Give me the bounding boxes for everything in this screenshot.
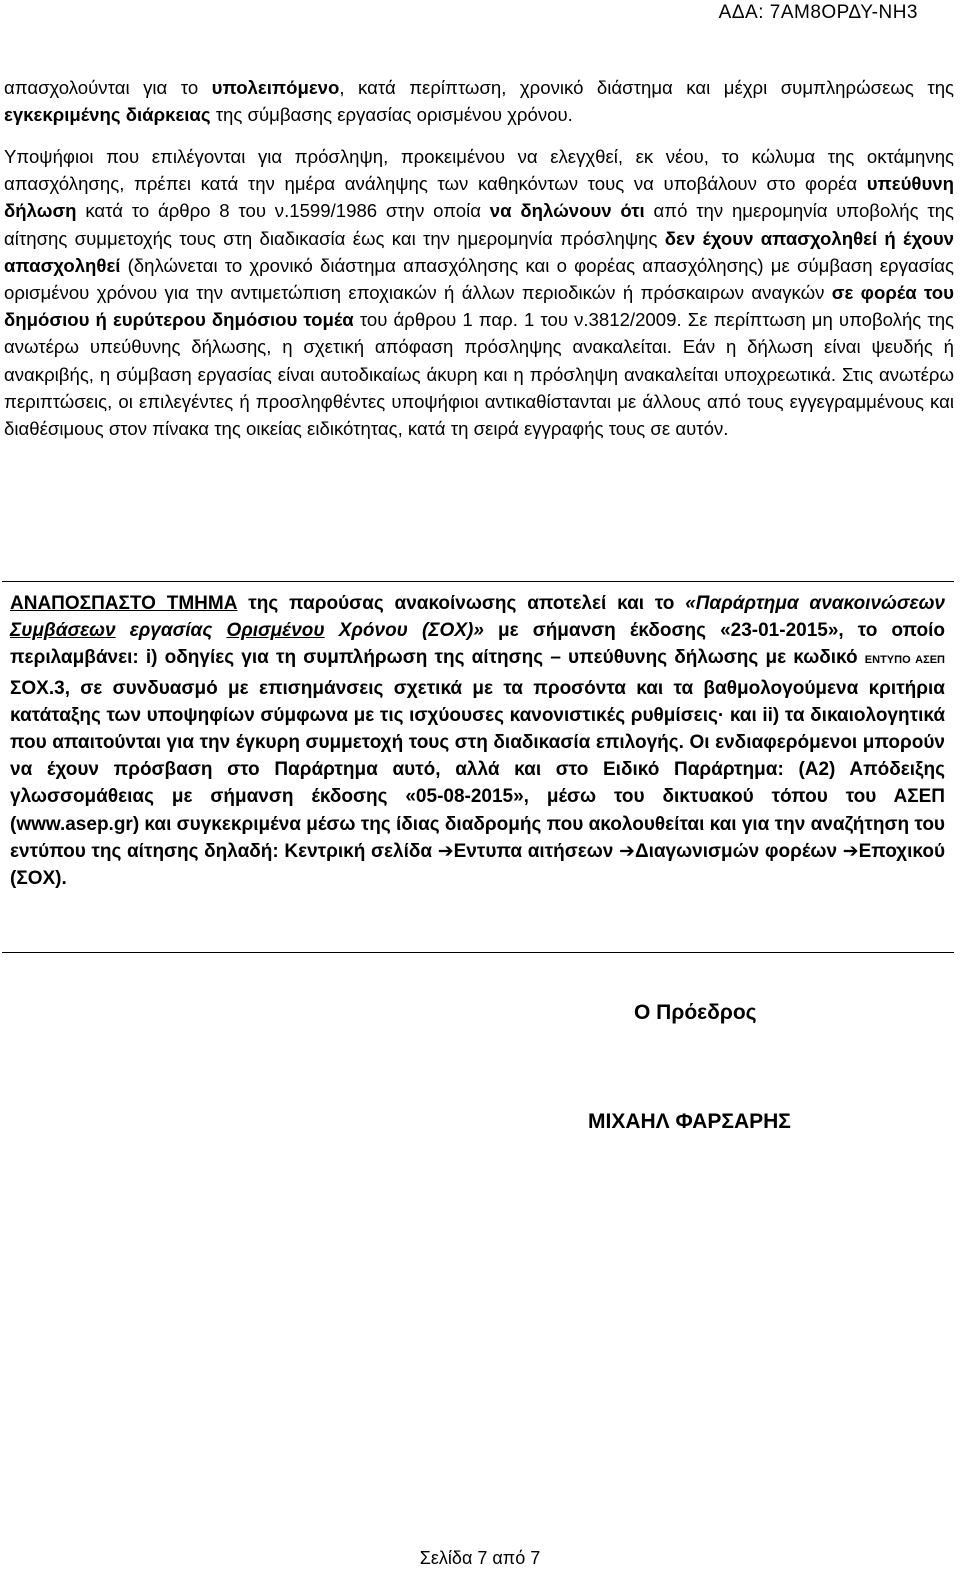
italic-text: Χρόνου (ΣΟΧ)» (324, 620, 484, 642)
path-step: Εποχικού (ΣΟΧ). (10, 840, 946, 890)
detachable-section-text (10, 590, 945, 892)
path-step: Εντυπα αιτήσεων (453, 840, 614, 862)
signature-role: Ο Πρόεδρος (634, 1001, 757, 1024)
arrow-right-icon: ➔ (619, 840, 635, 862)
bold-text: να δηλώνουν ότι (489, 200, 645, 222)
italic-underlined-text: Συμβάσεων (10, 620, 116, 642)
bold-text: υπεύθυνη δήλωση (4, 173, 954, 222)
text: Υποψήφιοι που επιλέγονται για πρόσληψη, προκειμένου να ελεγχθεί, εκ νέου, το κώλυμα της οκτάμηνης απασχόλησης, πρέπει κατά την ημέρα ανάληψης των καθηκόντων τους να υποβάλουν στο φορέα (4, 146, 954, 195)
form-code: ΕΝΤΥΠΟ ΑΣΕΠ (864, 654, 945, 667)
text: με σήμανση έκδοσης «23-01-2015», το οποίο περιλαμβάνει: i) οδηγίες για τη συμπλήρωση της αίτησης – υπεύθυνης δήλωσης με κωδικό (10, 620, 945, 669)
text: του άρθρου 1 παρ. 1 του ν.3812/2009. Σε περίπτωση μη υποβολής της ανωτέρω υπεύθυνης δήλωσης, η σχετική απόφαση πρόσληψης ανακαλείται. Εάν η δήλωση είναι ψευδής ή ανακριβής, η σύμβαση εργασίας είναι αυτοδικαίως άκυρη και η πρόσληψη ανακαλείται υποχρεωτικά. Στις ανωτέρω περιπτώσεις, οι επιλεγέντες ή προσληφθέντες υποψήφιοι αντικαθίστανται με άλλους από τους εγγεγραμμένους και διαθέσιμους στον πίνακα της οικείας ειδικότητας, κατά τη σειρά εγγραφής τους σε αυτόν. (4, 309, 955, 440)
bold-text: εγκεκριμένης διάρκειας (4, 104, 211, 126)
arrow-right-icon: ➔ (437, 840, 454, 862)
text: , κατά περίπτωση, χρονικό διάστημα και μέχρι συμπληρώσεως της (339, 77, 954, 98)
italic-underlined-text: Ορισμένου (226, 620, 325, 642)
text: της σύμβασης εργασίας ορισμένου χρόνου. (210, 104, 573, 126)
ada-code: ΑΔΑ: 7ΑΜ8ΟΡΔΥ-ΝΗ3 (718, 2, 918, 23)
text: κατά το άρθρο 8 του ν.1599/1986 στην οποία (76, 200, 490, 222)
signature-name: ΜΙΧΑΗΛ ΦΑΡΣΑΡΗΣ (588, 1110, 791, 1133)
arrow-right-icon: ➔ (842, 840, 859, 862)
bold-text: σε φορέα του δημόσιου ή ευρύτερου δημόσιου τομέα (4, 282, 954, 331)
bold-text: υπολειπόμενο (211, 77, 340, 98)
text: απασχολούνται για το (4, 77, 212, 98)
text: από την ημερομηνία υποβολής της αίτησης συμμετοχής τους στη διαδικασία έως και την ημερομηνία πρόσληψης (4, 200, 954, 249)
path-step: Διαγωνισμών φορέων (634, 840, 838, 862)
italic-text: εργασίας (115, 620, 227, 642)
section-heading: ΑΝΑΠΟΣΠΑΣΤΟ ΤΜΗΜΑ (10, 593, 238, 614)
text: ΣΟΧ.3, σε συνδυασμό με επισημάνσεις σχετικά με τα προσόντα και τα βαθμολογούμενα κριτήρια κατάταξης των υποψηφίων σύμφωνα με τις ισχύουσες κανονιστικές ρυθμίσεις· και ii) τα δικαιολογητικά που απαιτούνται για την έγκυρη συμμετοχή τους στη διαδικασία επιλογής. Οι ενδιαφερόμενοι μπορούν να έχουν πρόσβαση στο Παράρτημα αυτό, αλλά και στο Ειδικό Παράρτημα: (Α2) Απόδειξης γλωσσομάθειας με σήμανση έκδοσης «05-08-2015», μέσω του δικτυακού τόπου του ΑΣΕΠ (www.asep.gr) και συγκεκριμένα μέσω της ίδιας διαδρομής που ακολουθείται και για την αναζήτηση του εντύπου της αίτησης δηλαδή: Κεντρική σελίδα (10, 677, 945, 862)
text: (δηλώνεται το χρονικό διάστημα απασχόλησης και ο φορέας απασχόλησης) με σύμβαση εργασίας ορισμένου χρόνου για την αντιμετώπιση εποχιακών ή άλλων περιοδικών ή πρόσκαιρων αναγκών (4, 254, 954, 304)
paragraph-1 (4, 74, 954, 128)
bold-text: δεν έχουν απασχοληθεί ή έχουν απασχοληθεί (4, 227, 954, 276)
text: της παρούσας ανακοίνωσης αποτελεί και το (237, 593, 686, 614)
italic-text: «Παράρτημα ανακοινώσεων (685, 593, 945, 614)
paragraph-2 (4, 143, 954, 442)
page-footer: Σελίδα 7 από 7 (419, 1548, 541, 1568)
